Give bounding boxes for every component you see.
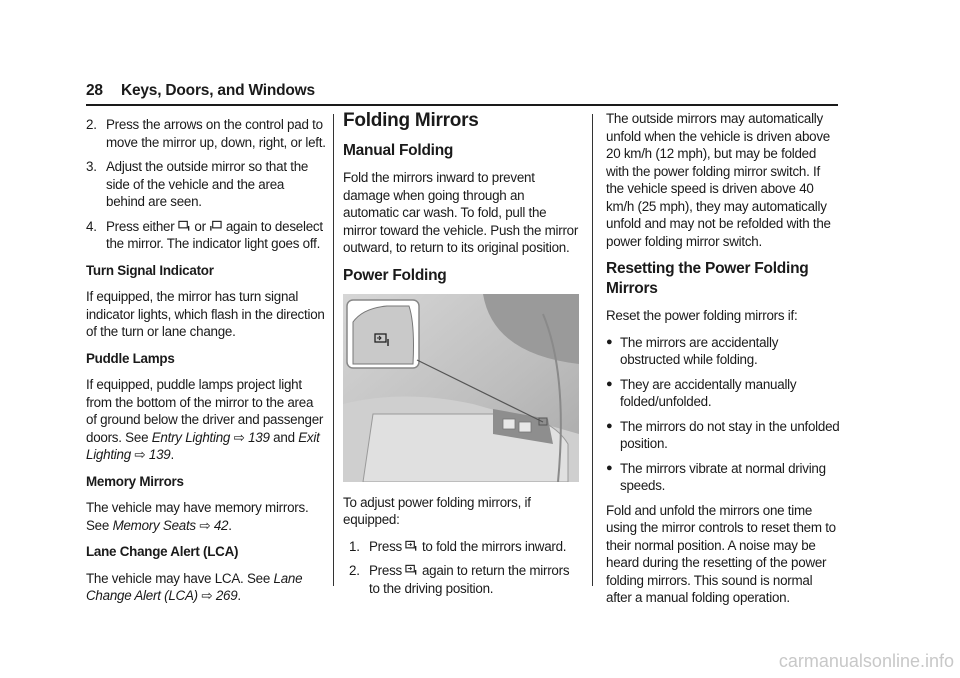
bullet-icon: ● — [606, 419, 613, 432]
list-item: 4. Press either or again to deselect the mirror. The indicator light goes off. — [86, 218, 323, 251]
memory-mirrors-text: The vehicle may have memory mirrors. See Memory Seats ⇨ 42. — [86, 500, 309, 533]
reset-intro: Reset the power folding mirrors if: — [606, 308, 798, 323]
power-folding-heading: Power Folding — [343, 266, 447, 284]
memory-mirrors-heading: Memory Mirrors — [86, 473, 184, 489]
list-item: 2. Press the arrows on the control pad to move the mirror up, down, right, or left. — [86, 117, 326, 150]
column-divider-right — [592, 114, 593, 586]
lane-change-alert-link[interactable]: Lane Change Alert (LCA) — [86, 570, 303, 603]
list-item: 1. Press to fold the mirrors inward. — [349, 538, 567, 554]
bullet-icon: ● — [606, 461, 613, 474]
manual-folding-heading: Manual Folding — [343, 142, 454, 159]
column-1 — [86, 116, 326, 614]
puddle-lamps-text: If equipped, puddle lamps project light from the bottom of the mirror to the area of ground below the driver and passenger doors. See Entry Lighting ⇨ 139 and Exit Lighting ⇨ 139. — [86, 377, 324, 462]
manual-folding-text: Fold the mirrors inward to prevent damage when going through an automatic car wash. To fold, pull the mirror toward the vehicle. Push the mirror outward, to return to its original position. — [343, 170, 579, 255]
bullet-icon: ● — [606, 377, 613, 390]
exit-lighting-link[interactable]: Exit Lighting — [86, 429, 320, 462]
step-list — [86, 116, 326, 253]
list-item: ● The mirrors are accidentally obstructed while folding. — [606, 334, 779, 367]
folding-mirrors-heading: Folding Mirrors — [343, 110, 479, 131]
lca-heading: Lane Change Alert (LCA) — [86, 544, 239, 559]
mirror-right-select-icon — [209, 220, 222, 232]
page-ref-arrow-icon: ⇨ — [199, 517, 211, 533]
turn-signal-heading: Turn Signal Indicator — [86, 262, 214, 278]
bullet-icon: ● — [606, 335, 613, 348]
power-folding-intro: To adjust power folding mirrors, if equipped: — [343, 494, 531, 527]
mirror-left-select-icon — [178, 220, 191, 232]
auto-unfold-text: The outside mirrors may automatically unfold when the vehicle is driven above 20 km/h (12 mph), but may be folded with the power folding mirror switch. If the vehicle speed is driven above 40 km/h (25 mph), they may automatically unfold and may not be refolded with the power folding mirror switch. — [606, 111, 831, 249]
reset-procedure-text: Fold and unfold the mirrors one time using the mirror controls to reset them to their normal position. A noise may be heard during the resetting of the power folding mirrors. This sound is normal after a manual folding operation. — [606, 502, 836, 605]
list-item: ● The mirrors vibrate at normal driving speeds. — [606, 460, 826, 493]
turn-signal-text: If equipped, the mirror has turn signal indicator lights, which flash in the direction of the turn or lane change. — [86, 289, 325, 339]
fold-mirror-icon — [405, 540, 418, 552]
header-rule — [86, 104, 838, 106]
page-number: 28 — [86, 82, 103, 99]
list-item: 3. Adjust the outside mirror so that the side of the vehicle and the area behind are seen. — [86, 159, 309, 209]
memory-seats-link[interactable]: Memory Seats — [112, 517, 196, 533]
page-ref-arrow-icon: ⇨ — [233, 429, 245, 445]
page-ref-arrow-icon: ⇨ — [201, 588, 213, 603]
puddle-lamps-heading: Puddle Lamps — [86, 350, 175, 366]
fold-mirror-icon — [405, 564, 418, 576]
power-folding-steps — [343, 538, 583, 598]
power-folding-switch-photo — [343, 294, 579, 482]
list-item: ● They are accidentally manually folded/unfolded. — [606, 376, 797, 409]
entry-lighting-link[interactable]: Entry Lighting — [151, 429, 231, 445]
column-2 — [343, 110, 583, 606]
reset-conditions-list — [606, 334, 841, 495]
list-item: ● The mirrors do not stay in the unfolded position. — [606, 418, 840, 451]
page-header — [86, 82, 315, 100]
watermark: carmanualsonline.info — [778, 651, 954, 671]
column-divider-left — [333, 114, 334, 586]
column-3 — [606, 110, 841, 616]
list-item: 2. Press again to return the mirrors to the driving position. — [349, 563, 570, 596]
section-title: Keys, Doors, and Windows — [120, 82, 315, 99]
lca-text: The vehicle may have LCA. See Lane Change Alert (LCA) ⇨ 269. — [86, 570, 303, 603]
resetting-heading: Resetting the Power Folding Mirrors — [606, 260, 809, 297]
page-ref-arrow-icon: ⇨ — [134, 447, 146, 462]
